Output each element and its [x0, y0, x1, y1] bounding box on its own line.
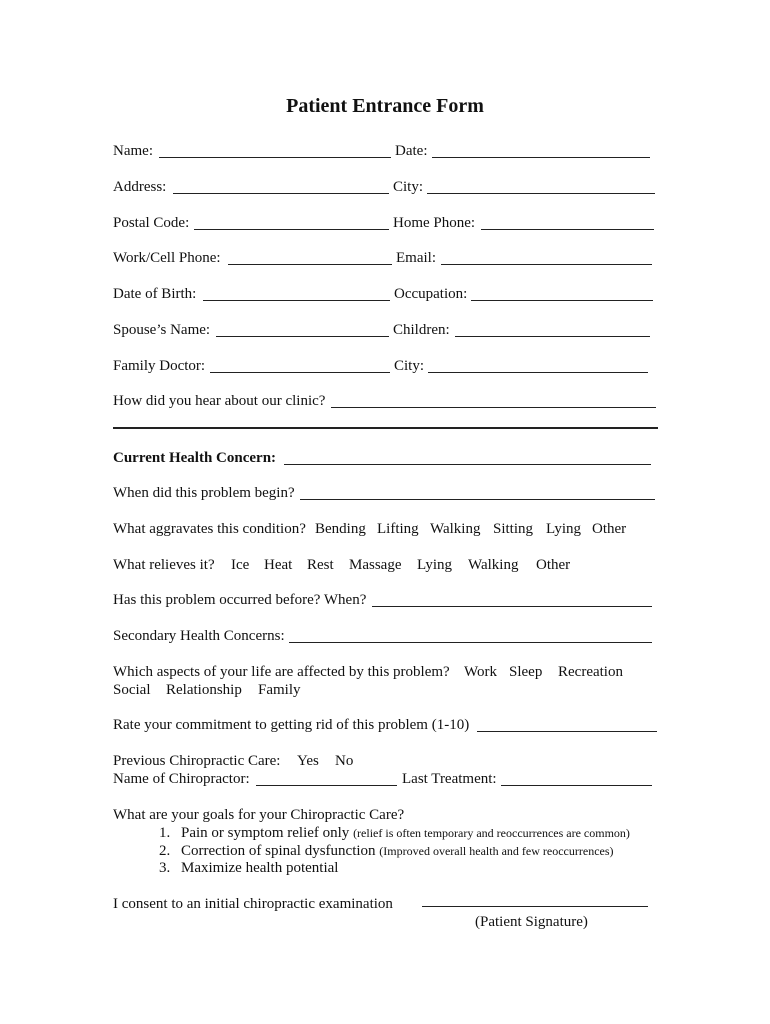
aspects-option-work[interactable]: Work — [464, 664, 497, 680]
relieves-option-other[interactable]: Other — [536, 557, 571, 573]
previous-care-option-no[interactable]: No — [335, 753, 354, 769]
relieves-label: What relieves it? — [113, 557, 215, 573]
aggravates-option-lifting[interactable]: Lifting — [377, 521, 419, 537]
last-treatment-field[interactable] — [501, 785, 652, 786]
city-label: City: — [393, 179, 424, 195]
dob-field[interactable] — [203, 300, 390, 301]
chiropractor-name-field[interactable] — [256, 785, 397, 786]
referral-label: How did you hear about our clinic? — [113, 393, 326, 409]
spouse-name-label: Spouse’s Name: — [113, 322, 211, 338]
aggravates-label: What aggravates this condition? — [113, 521, 306, 537]
relieves-option-massage[interactable]: Massage — [349, 557, 402, 573]
aggravates-option-walking[interactable]: Walking — [430, 521, 481, 537]
chiropractor-name-label: Name of Chiropractor: — [113, 771, 250, 787]
current-concern-label: Current Health Concern: — [113, 450, 277, 466]
goal-option-pain-relief[interactable] — [181, 824, 630, 842]
problem-begin-label: When did this problem begin? — [113, 485, 295, 501]
occupation-field[interactable] — [471, 300, 653, 301]
email-field[interactable] — [441, 264, 652, 265]
aggravates-option-other[interactable]: Other — [592, 521, 627, 537]
occurred-before-label: Has this problem occurred before? When? — [113, 592, 367, 608]
postal-code-field[interactable] — [194, 229, 389, 230]
relieves-option-lying[interactable]: Lying — [417, 557, 453, 573]
aspects-option-sleep[interactable]: Sleep — [509, 664, 543, 680]
children-field[interactable] — [455, 336, 650, 337]
name-label: Name: — [113, 143, 153, 159]
consent-label: I consent to an initial chiropractic examination — [113, 896, 393, 912]
aspects-option-recreation[interactable]: Recreation — [558, 664, 623, 680]
goal-text: Pain or symptom relief only — [181, 825, 350, 841]
previous-care-label: Previous Chiropractic Care: — [113, 753, 281, 769]
work-phone-label: Work/Cell Phone: — [113, 250, 221, 266]
aspects-label: Which aspects of your life are affected by this problem? — [113, 664, 450, 680]
children-label: Children: — [393, 322, 450, 338]
section-divider — [113, 427, 658, 429]
relieves-option-walking[interactable]: Walking — [468, 557, 519, 573]
aspects-option-family[interactable]: Family — [258, 682, 301, 698]
work-phone-field[interactable] — [228, 264, 392, 265]
postal-code-label: Postal Code: — [113, 215, 190, 231]
goal-text: Correction of spinal dysfunction — [181, 843, 376, 859]
page-title: Patient Entrance Form — [286, 95, 484, 117]
aspects-option-social[interactable]: Social — [113, 682, 151, 698]
signature-caption: (Patient Signature) — [475, 914, 588, 930]
date-label: Date: — [395, 143, 428, 159]
last-treatment-label: Last Treatment: — [402, 771, 497, 787]
goal-note: (Improved overall health and few reoccurrences) — [379, 844, 614, 858]
signature-field[interactable] — [422, 906, 648, 907]
referral-field[interactable] — [331, 407, 656, 408]
relieves-option-heat[interactable]: Heat — [264, 557, 293, 573]
doctor-city-field[interactable] — [428, 372, 648, 373]
city-field[interactable] — [427, 193, 655, 194]
occupation-label: Occupation: — [394, 286, 468, 302]
goal-option-maximize[interactable] — [181, 859, 338, 877]
goal-number: 3. — [159, 860, 171, 876]
commitment-label: Rate your commitment to getting rid of this problem (1-10) — [113, 717, 470, 733]
goal-option-correction[interactable] — [181, 842, 614, 860]
current-concern-field[interactable] — [284, 464, 651, 465]
spouse-name-field[interactable] — [216, 336, 389, 337]
family-doctor-label: Family Doctor: — [113, 358, 206, 374]
aggravates-option-lying[interactable]: Lying — [546, 521, 582, 537]
doctor-city-label: City: — [394, 358, 425, 374]
address-label: Address: — [113, 179, 167, 195]
commitment-field[interactable] — [477, 731, 657, 732]
goal-text: Maximize health potential — [181, 860, 339, 876]
goal-number: 1. — [159, 825, 171, 841]
home-phone-label: Home Phone: — [393, 215, 476, 231]
date-field[interactable] — [432, 157, 650, 158]
previous-care-option-yes[interactable]: Yes — [297, 753, 319, 769]
name-field[interactable] — [159, 157, 391, 158]
family-doctor-field[interactable] — [210, 372, 390, 373]
relieves-option-ice[interactable]: Ice — [231, 557, 250, 573]
goal-note: (relief is often temporary and reoccurrences are common) — [353, 826, 630, 840]
aggravates-option-sitting[interactable]: Sitting — [493, 521, 534, 537]
email-label: Email: — [396, 250, 436, 266]
address-field[interactable] — [173, 193, 389, 194]
secondary-concerns-label: Secondary Health Concerns: — [113, 628, 285, 644]
goal-number: 2. — [159, 843, 171, 859]
problem-begin-field[interactable] — [300, 499, 655, 500]
aspects-option-relationship[interactable]: Relationship — [166, 682, 242, 698]
dob-label: Date of Birth: — [113, 286, 197, 302]
occurred-before-field[interactable] — [372, 606, 652, 607]
secondary-concerns-field[interactable] — [289, 642, 652, 643]
relieves-option-rest[interactable]: Rest — [307, 557, 334, 573]
aggravates-option-bending[interactable]: Bending — [315, 521, 366, 537]
goals-label: What are your goals for your Chiropractic Care? — [113, 807, 405, 823]
home-phone-field[interactable] — [481, 229, 654, 230]
